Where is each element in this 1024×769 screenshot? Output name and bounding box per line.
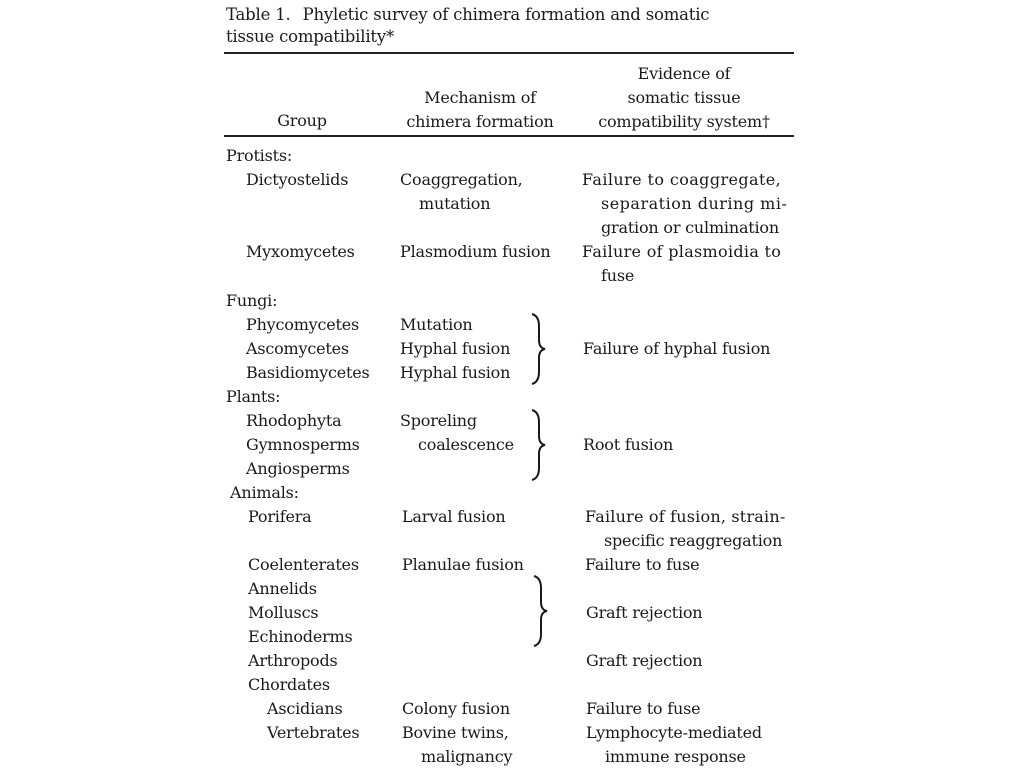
row-mechanism: Hyphal fusion <box>400 339 511 358</box>
row-group: Porifera <box>248 507 312 526</box>
brace-icon <box>530 574 552 648</box>
row-mechanism: mutation <box>419 194 491 213</box>
row-evidence: Graft rejection <box>586 651 703 670</box>
row-mechanism: Hyphal fusion <box>400 363 511 382</box>
header-evidence-line: compatibility system† <box>598 112 770 131</box>
row-mechanism: coalescence <box>418 435 514 454</box>
header-evidence-line: somatic tissue <box>627 88 741 107</box>
row-evidence: Failure to coaggregate, <box>582 170 782 189</box>
row-mechanism: Bovine twins, <box>402 723 509 742</box>
row-evidence: Graft rejection <box>586 603 703 622</box>
row-group: Ascidians <box>267 699 343 718</box>
header-mechanism-line: chimera formation <box>406 112 554 131</box>
row-group: Chordates <box>248 675 330 694</box>
row-group: Annelids <box>248 579 317 598</box>
brace-icon <box>528 408 550 482</box>
row-evidence: Failure of fusion, strain- <box>585 507 786 526</box>
row-evidence: specific reaggregation <box>604 531 783 550</box>
row-mechanism: malignancy <box>421 747 513 766</box>
row-evidence: Lymphocyte-mediated <box>586 723 762 742</box>
header-rule <box>224 135 794 137</box>
row-group: Arthropods <box>248 651 338 670</box>
row-group: Myxomycetes <box>246 242 355 261</box>
caption-label: Table 1. <box>226 5 291 24</box>
row-mechanism: Larval fusion <box>402 507 506 526</box>
header-mechanism <box>398 86 562 134</box>
header-evidence <box>574 62 794 134</box>
section-plants: Plants: <box>226 387 281 406</box>
table-caption <box>226 4 796 48</box>
row-evidence: Failure of hyphal fusion <box>583 339 771 358</box>
row-group: Coelenterates <box>248 555 359 574</box>
row-mechanism: Mutation <box>400 315 473 334</box>
header-group: Group <box>277 111 327 130</box>
row-evidence: fuse <box>601 266 635 285</box>
row-group: Gymnosperms <box>246 435 360 454</box>
caption-title: Phyletic survey of chimera formation and somatic <box>302 5 710 24</box>
row-group: Vertebrates <box>267 723 360 742</box>
row-evidence: separation during mi- <box>601 194 788 213</box>
row-mechanism: Plasmodium fusion <box>400 242 551 261</box>
section-animals: Animals: <box>230 483 299 502</box>
caption-title-cont: tissue compatibility* <box>226 27 395 46</box>
brace-icon <box>528 312 550 386</box>
row-mechanism: Coaggregation, <box>400 170 523 189</box>
header-mechanism-line: Mechanism of <box>424 88 536 107</box>
row-group: Phycomycetes <box>246 315 360 334</box>
row-evidence: Failure of plasmoidia to <box>582 242 782 261</box>
section-fungi: Fungi: <box>226 291 278 310</box>
row-group: Basidiomycetes <box>246 363 370 382</box>
row-group: Molluscs <box>248 603 319 622</box>
row-group: Rhodophyta <box>246 411 342 430</box>
row-evidence: Root fusion <box>583 435 674 454</box>
row-group: Dictyostelids <box>246 170 349 189</box>
row-evidence: gration or culmination <box>601 218 779 237</box>
row-group: Echinoderms <box>248 627 353 646</box>
row-mechanism: Planulae fusion <box>402 555 524 574</box>
row-evidence: Failure to fuse <box>586 699 701 718</box>
section-protists: Protists: <box>226 146 293 165</box>
row-group: Angiosperms <box>246 459 350 478</box>
top-rule <box>224 52 794 54</box>
row-evidence: immune response <box>605 747 746 766</box>
header-evidence-line: Evidence of <box>637 64 731 83</box>
row-group: Ascomycetes <box>246 339 349 358</box>
row-mechanism: Sporeling <box>400 411 477 430</box>
row-evidence: Failure to fuse <box>585 555 700 574</box>
row-mechanism: Colony fusion <box>402 699 510 718</box>
